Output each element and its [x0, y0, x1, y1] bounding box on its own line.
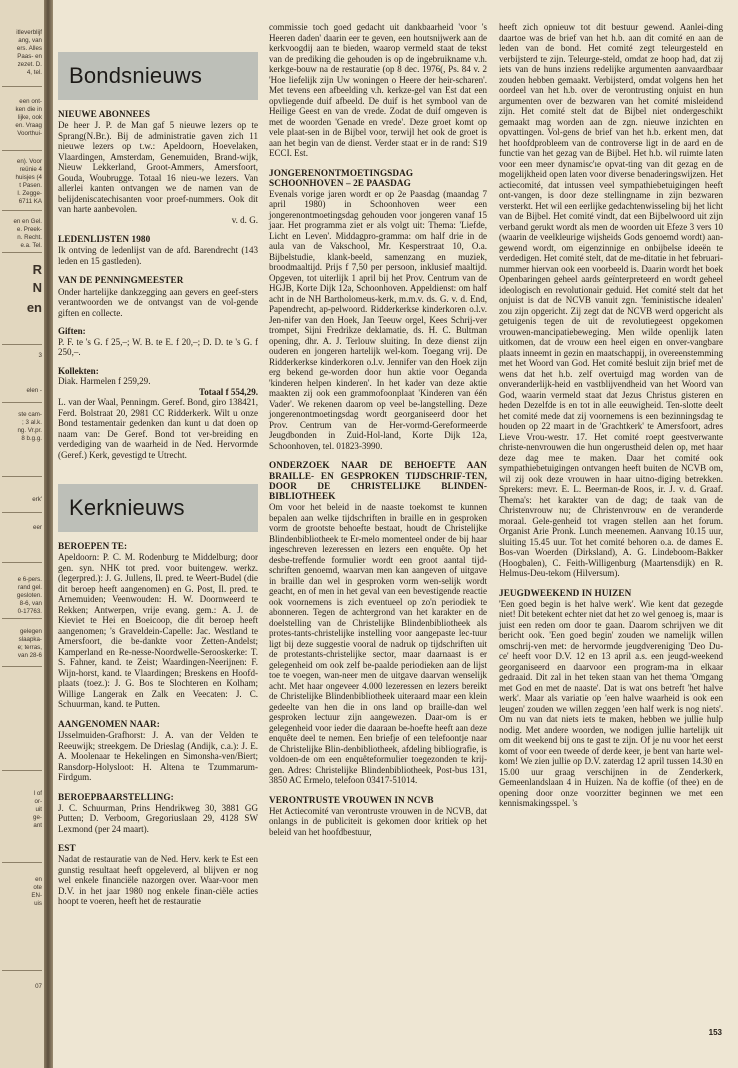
left-page-fragment: n. Recht.	[17, 234, 42, 241]
left-page-rule	[2, 476, 42, 477]
abonnees-signature: v. d. G.	[231, 214, 258, 225]
left-page-fragment: en en Gel.	[13, 218, 42, 225]
giften-text: P. F. te 's G. f 25,–; W. B. te E. f 20,–; D. D. te 's G. f 250,–.	[58, 336, 258, 358]
left-page-fragment: EN-	[31, 892, 42, 899]
est-continued-text: commissie toch goed gedacht uit dankbaarheid 'voor 's Heeren daden' daarin eer te geven, een houtsnijwerk aan de kerkvoogdij aan te bieden, waarop vermeld staat de tekst van de prediking die gehouden is op de ingebruikname v.h. kerkge-bouw na de restauratie (op 8 dec. 1976(, Ps. 84 v. 2 'Hoe liefelijk zijn Uw woningen o Heere der heir-scharen'. Met tevens een afbeelding v.h. kerkze-gel van Est dat een opvliegende duif afbeeld. De duif is het symbool van de Heilige Geest en van de vrede. Zodat de duif omgeven is met de woorden 'Genade en vrede'. Deze groet komt op vele plaat-sen in de Bijbel voor, terwijl het ook de groet is aan het begin van de dienst. Verder staat er in de rand: S19 ECCI. Est.	[269, 22, 487, 158]
beroepbaarstelling-text: J. C. Schuurman, Prins Hendrikweg 30, 3881 GG Putten; D. Verboom, Gregoriuslaan 29, 4128 SW Lexmond (per 24 maart).	[58, 802, 258, 834]
left-page-fragment: 8-6, van	[19, 600, 42, 607]
totaal-amount: Totaal f 554,29.	[199, 386, 258, 397]
giften-label: Giften:	[58, 326, 86, 337]
left-page-fragment: erk'	[32, 496, 42, 503]
braille-text: Om voor het beleid in de naaste toekomst te kunnen bepalen aan welke tijdschriften in braille en in gesproken vorm de grootste behoefte bestaat, houdt de Christelijke Blindenbibliotheek te Er-melo momenteel onder de bij haar ingeschreven lezeressen en lezers een enquête. Op het desbe-treffende formulier wordt een groot aantal tijd-schriften genoemd, waarvan men kan aangeven of uitgave in braille dan wel in gesproken vorm wen-selijk wordt geacht, en of men in het geval van een bevestigende reactie ook voornemens is zich eventueel op zo'n periodiek te abonneren. Tegen de achtergrond van het karakter en de doelstelling van de Christelijke Blindenbibliotheek als protes-tants-christelijke instelling voor aangepaste lec-tuur ligt bij deze suggestie vooral de nadruk op tijdschriften uit de protestants-christelijke sector, maar daarnaast is er gelegenheid om ook zelf be-paalde periodieken aan de lijst toe te voegen, wan-neer men de uitgave daarvan wenselijk acht. Met haar ongeveer 4.000 lezeressen en lezers bereikt de Christelijke Blindenbibliotheek uiteraard maar een klein gedeelte van hen die in ons land op braille-dan wel gesproken lectuur zijn aangewezen. Daar-om is er gelegenheid voor ieder die daaraan be-hoefte heeft aan deze enquête deel te nemen. Een briefje of een telefoontje naar de Christelijke Blin-denbibliotheek, afdeling bibliografie, is voldoen-de om een enquêteformulier toegezonden te krij-gen. Adres: Christelijke Blindenbibliotheek, Post-bus 131, 3850 AC Ermelo, telefoon 03417-51014.	[269, 502, 487, 786]
beroepen-title: BEROEPEN TE:	[58, 541, 128, 552]
left-page-fragment: zezet. D.	[17, 61, 42, 68]
column-1	[58, 22, 258, 907]
kerknieuws-heading: Kerknieuws	[69, 494, 185, 520]
left-page-fragment: 3	[38, 352, 42, 359]
left-page-fragment: 07	[35, 983, 42, 990]
jeugdweekend-title: JEUGDWEEKEND IN HUIZEN	[499, 587, 632, 598]
left-page-fragment: van 28-6	[17, 652, 42, 659]
left-page-rule	[2, 970, 42, 971]
left-page-rule	[2, 402, 42, 403]
left-page-fragment: reünie 4	[19, 166, 42, 173]
left-page-fragment: en	[26, 300, 42, 315]
left-page-fragment: ang, van	[18, 37, 42, 44]
left-page-fragment: uit	[35, 806, 42, 813]
left-page-fragment: Paas- en	[17, 53, 42, 60]
left-page-fragment: itleverblijf	[16, 29, 42, 36]
left-page-fragment: 6711 KA	[18, 198, 42, 205]
column-2	[269, 22, 487, 837]
kollekten-label: Kollekten:	[58, 365, 99, 376]
abonnees-text: De heer J. P. de Man gaf 5 nieuwe lezers op te Sprang(N.Br.). Bij de administratie gaven zich 11 nieuwe lezers op t.w.: Apeldoorn, Hoevelaken, Vlaardingen, Amsterdam, Genemuiden, Brand-wijk, Nieuw Lekkerland, Groot-Ammers, Amersfoort, Gouda, Woubrugge. Totaal 16 nieu-we lezers. Van allerlei kanten ontvangen we de namen van de belijdeniscatechisanten voor proef-nummers. Ook dit van harte aanbevolen.	[58, 120, 258, 215]
left-page-fragment: en. Vraag	[15, 122, 42, 129]
aangenomen-title: AANGENOMEN NAAR:	[58, 718, 160, 729]
penningmeester-signature: L. van der Waal, Penningm. Geref. Bond, giro 138421, Ferd. Bolstraat 20, 2981 CC Ridderkerk. Wilt u onze Bond testamentair gedenken dan kunt u dat doen op naam van: De Geref. Bond tot ver-breiding en verdediging van de waarheid in de Ned. Hervormde (Geref.) Kerk, gevestigd te Utrecht.	[58, 397, 258, 460]
penningmeester-text: Onder hartelijke dankzegging aan gevers en geef-sters verantwoorden we de ontvangst van de vol-gende giften en collecte.	[58, 286, 258, 318]
magazine-page	[53, 0, 738, 1068]
left-page-rule	[2, 862, 42, 863]
left-page-fragment: t Pasen.	[19, 182, 42, 189]
beroepen-text: Apeldoorn: P. C. M. Rodenburg te Middelburg; door gen. syn. NHK tot pred. voor buitengew. werkz. (legerpred.): J. G. Jullens, Il. pred. te Weert-Budel (die dit beroep heeft aangenomen) en G. Post, Il. pred. te Arnemuiden; Veenwouden: H. W. Doornweerd te Rekken; Antwerpen, vrije evang. gem.: A. J. de Kieviet te Hei en Boeicoop, die dit beroep heeft aangenomen; 's Graveldein-Capelle: Jac. Westland te Amersfoort, die be-dankte voor Zetten-Andelst; Kamperland en Re-nesse-Noordwelle-Serooskerke: T. S. Fahner, kand. te Zeist; Waardingen-Neerijnen: F. Wijn-horst, kand. te Vlaardingen; Breskens en Hoofd-plaats (toez.): J. G. Bos te Slochteren en Kolham; Willige Langerak en Zalk en Veecaten: J. C. Schuurman, kand. te Putten.	[58, 552, 258, 710]
left-page-rule	[2, 150, 42, 151]
bondsnieuws-heading: Bondsnieuws	[69, 62, 203, 88]
left-page-fragment: Voorthui-	[17, 130, 42, 137]
left-page-rule	[2, 210, 42, 211]
left-page-rule	[2, 344, 42, 345]
left-page-fragment: een ont-	[19, 98, 42, 105]
vrouwen-continued-text: heeft zich opnieuw tot dit bestuur gewend. Aanlei-ding daartoe was de brief van het h.b. aan dit comité en aan de leden van de bond. Het comité zegt teleurgesteld en verbijsterd te zijn. Teleurge-steld, omdat ze hoop had, dat zij iets van de huns inziens redelijke argumenten aanvaardbaar zouden hebben gemaakt. Verbijsterd, omdat volgens hen het oordeel van het h.b. over de verontrusting onjuist en hun argumenten over de bezwaren van het comité misleidend zijn. Het comité stelt dat de Bijbel niet ondergeschikt gemaakt mag worden aan de zgn. nieuwe inzichten en opvattingen. Vol-gens de brief van het h.b. erkent men, dat het hoofdprobleem van de controverse ligt in de aard en de functie van het gezag van de Bijbel. Het h.b. wil ruimte laten voor een meer dynamisc'ıe opvat-ting van dit gezag en de mogelijkheid open laten voor diverse benaderingswijzen. Het actiecomité, dat intussen veel sympathiebetuigingen heeft ont-vangen, is door deze stellingname in zijn bezwaren versterkt. Het wil een eerlijke gedachtenwisseling bij het licht van de Bijbel. Het comité vindt, dat een Bijbelwoord uit zijn verband gerukt wordt als men de woorden uit Efeze 3 vers 10 (waarin de veelkleurige wijsheids Gods genoemd wordt) aan-gewend wordt, om eigenzinnige en onbijbelse ideeën te verdedigen. Het comité stelt, dat de me-ditatie in het februari-nummer hiervan ook een voorbeeld is. Daarin wordt het boek Openbaringen geheel aards geïnterpreteerd en wordt geheel ideologisch en revolutionair geduid. Het comité stelt dat het onjuist is dat de NCVB vanuit zgn. 'feministische idealen' zou zijn opgericht. Zij zegt dat de NCVB werd opgericht als getuigenis tegen de uit de revolutiegeest opgekomen vrouwen-mancipatiebeweging. Men wilde openlijk laten uitkomen, dat de vrouw een heel eigen en onver-vangbare plaats inneemt in gezin en maatschappij, in overeenstemming met het Woord van God. Het comité besluit zijn brief met de wens dat het h.b. zelf overtuigd mag worden van de onveranderlijk-heid en vastblijvendheid van het Woord van God, waarin vermeld staat dat Jezus Christus gisteren en heden Dezelfde is en tot in alle eeuwigheid. Ten-slotte deelt het comité mede dat zij voornemens is een bezinningsdag te houden op 22 maart in de 'Grachtkerk' te Amersfoort, adres Lieve Vrou-westr. 17. Het comité roept geestverwante christe-nenvrouwen die hun ongerustheid delen op, met haar deze dag mee te maken. Daar het comité ook sympathiebetuigingen ontvangen heeft buiten de NCVB om, wil zij ook deze vrouwen in haar uitno-diging betrekken. Sprekers: mevr. E. L. Beerman-de Roos, ir. J. v. d. Graaf. Thema's: het karakter van de dag; de taak van de Christenvrouw nu; de Christenvrouw en de veranderde moraal. Gele-genheid tot vragen stellen aan het forum. Organist Arie Pronk. Lunch meenemen. Aanvang 10.15 uur, sluiting 15.45 uur. Tot het comité behoren o.a. de dames E. Bos-van Woerden (Dirksland), A. G. Lindeboom-Bakker (Hoogbalen), C. Feith-Willigenburg (Maartensdijk) en R. Helmus-Deu-tekom (Hilversum).	[499, 22, 723, 578]
left-page-fragment: l of	[33, 790, 42, 797]
left-page-fragment: gelegen	[19, 628, 42, 635]
left-page-fragment: ken die in	[15, 106, 42, 113]
left-page-fragment: e 6-pers.	[17, 576, 42, 583]
left-page-fragment: ote	[33, 884, 42, 891]
left-page-rule	[2, 512, 42, 513]
left-page-rule	[2, 86, 42, 87]
left-page-fragment: or-	[34, 798, 42, 805]
est-title: EST	[58, 843, 76, 854]
left-page-fragment: rand gel.	[17, 584, 42, 591]
left-page-fragment: eer	[33, 524, 42, 531]
left-page-fragment: gesloten.	[16, 592, 42, 599]
left-page-fragment: e. Preek-	[16, 226, 42, 233]
left-page-fragment: uis	[34, 900, 42, 907]
left-page-rule	[2, 618, 42, 619]
left-page-fragment: ; 3 al.k.	[22, 419, 42, 426]
left-page-fragment: en). Voor	[16, 158, 42, 165]
beroepbaarstelling-title: BEROEPBAARSTELLING:	[58, 791, 174, 802]
book-gutter	[44, 0, 53, 1068]
left-page-fragment: I. Zegge-	[17, 190, 42, 197]
left-page-fragment: ste cam-	[18, 411, 42, 418]
jongeren-text: Evenals vorige jaren wordt er op 2e Paasdag (maandag 7 april 1980) in Schoonhoven weer een jongerenontmoetingsdag gehouden voor jongeren vanaf 15 jaar. Het programma ziet er als volgt uit: Thema: 'Liefde, Licht en Leven'. Middagpro-gramma: om half drie in de aula van de Vakschool, Mr. Kesperstraat 10, O.a. Bijbelstudie, klank-beeld, samenzang en muziek, broodmaaltijd. Prijs f 7,50 per persoon, inklusief maaltijd. Opgeven, tot uiterlijk 1 april bij het Prov. Centrum van de HGJB, Korte Dijk 12a, Schoonhoven. Appeldienst: om half acht in de NH Bartholomeus-kerk, m.m.v. ds. G. v. d. End, Papendrecht, ap-pelwoord. Ridderkerkse kinderkoren o.l.v. Jen-nifer van den Hoek, Jan Teeuw orgel, Kees Schrij-ver trompet, Sijni Fredrikze deklamatie, ds. H. C. Bultman opening, dhr. A. J. Terlouw sluiting. In deze dienst zijn ouderen en jongeren hartelijk wel-kom. Toegang vrij. De Ridderkerkse kinderkoren o.l.v. Jennifer van den Hoek zijn erg bekend ge-worden door hun aktie voor Oeganda 'kinderen helpen kinderen'. In het kader van deze aktie maakten zij ook een grammofoonplaat 'Kinderen van één Vader'. We rekenen daarom op veel be-langstelling. Deze jongerenontmoetingsdag wordt georganiseerd door het Prov. Centrum van de Her-vormd-Gereformeerde Jeugdbonden in Zuid-Hol-land, Korte Dijk 12a, Schoonhoven, tel. 01823-3990.	[269, 188, 487, 451]
left-page-fragment: huisjes (4	[15, 174, 42, 181]
page-number: 153	[708, 1028, 722, 1037]
left-page-fragment: elen -	[26, 387, 42, 394]
column-3	[499, 22, 723, 809]
vrouwen-title: VERONTRUSTE VROUWEN IN NCVB	[269, 794, 434, 805]
aangenomen-text: IJsselmuiden-Grafhorst: J. A. van der Velden te Reeuwijk; streekgem. De Drieslag (Andijk, c.a.): J. E. A. Moolenaar te Hekelingen en Simonsha-ven/Biert; Ransdorp-Holysloot: H. Altena te Tzummarum-Firdgum.	[58, 730, 258, 783]
left-page-fragment: ge-	[33, 814, 42, 821]
left-page-fragment: e.a. Tel.	[20, 242, 42, 249]
est-text: Nadat de restauratie van de Ned. Herv. kerk te Est een gunstig resultaat heeft opgeleverd, al blijven er nog wel enkele financiële nazorgen over. Waar-voor men D.V. in het jaar 1980 nog enkele finan-ciële acties hoopt te voeren, heeft het de restauratie	[58, 854, 258, 907]
kerknieuws-banner	[58, 484, 258, 532]
left-page-edge	[0, 0, 45, 1068]
left-page-fragment: 4, tel.	[26, 69, 42, 76]
left-page-rule	[2, 666, 42, 667]
vrouwen-text: Het Actiecomité van verontruste vrouwen in de NCVB, dat onlangs in de publiciteit is gekomen door kritiek op het beleid van het hoofdbestuur,	[269, 805, 487, 837]
left-page-fragment: ant	[33, 822, 42, 829]
penningmeester-title: VAN DE PENNINGMEESTER	[58, 275, 184, 286]
jongeren-title: JONGERENONTMOETINGSDAG SCHOONHOVEN – 2E PAASDAG	[269, 167, 414, 188]
left-page-fragment: 0-17763.	[17, 608, 42, 615]
left-page-fragment: R	[32, 262, 42, 277]
left-page-rule	[2, 562, 42, 563]
left-page-rule	[2, 252, 42, 253]
ledenlijsten-text: Ik ontving de ledenlijst van de afd. Barendrecht (143 leden en 15 gastleden).	[58, 245, 258, 266]
left-page-fragment: en	[35, 876, 42, 883]
left-page-fragment: slaapka-	[18, 636, 42, 643]
left-page-fragment: 8 b.g.g.	[21, 435, 42, 442]
jeugdweekend-text: 'Een goed begin is het halve werk'. Wie kent dat gezegde niet! Dit betekent echter niet dat het zo wel genoeg is, maar is juist een reden om door te gaan. Daarom schrijven we dit bericht ook. 'Een goed begin' zouden we namelijk willen omschrij-ven met: de hervormde jeugdvereniging 'Deo Du-ce' heeft voor D.V. 12 en 13 april a.s. een jeugd-weekend georganiseerd en daarvoor een program-ma in elkaar gedraaid. Dit zal in het teken staan van het thema 'Omgang met God en met de naaste'. Dat is wat ons betreft 'het halve werk'. Maar als variatie op 'een halve waarheid is ook een leugen' zouden we willen zeggen 'een half werk is nog niets'. Om nu van dat niets iets te maken, hebben we jullie hulp nodig. Met andere woorden, we nodigen jullie hartelijk uit om dit weekend bij ons te gast te zijn. Of je nu voor het eerst komt of voor een tweede of derde keer, je bent van harte wel-kom! We zien jullie op D.V. zaterdag 12 april tussen 14.30 en 15.00 uur graag verschijnen in de Zenderkerk, Gemeenlandslaan 4 in Huizen. Na de koffie (of thee) en de opening door onze voorzitter beginnen we met een kennismakingsspel. 's	[499, 598, 723, 809]
left-page-fragment: ers. Alles	[16, 45, 42, 52]
braille-title: ONDERZOEK NAAR DE BEHOEFTE AAN BRAILLE- EN GESPROKEN TIJDSCHRIF-TEN, DOOR DE CHRISTELIJKE BLINDEN-BIBLIOTHEEK	[269, 460, 487, 502]
ledenlijsten-title: LEDENLIJSTEN 1980	[58, 234, 151, 245]
left-page-fragment: N	[32, 280, 42, 295]
left-page-fragment: ng. Vr.pr.	[17, 427, 42, 434]
left-page-fragment: lijke, ook	[17, 114, 42, 121]
kollekten-text: Diak. Harmelen f 259,29.	[58, 376, 151, 387]
abonnees-title: NIEUWE ABONNEES	[58, 109, 151, 119]
left-page-fragment: e; terras,	[17, 644, 42, 651]
left-page-rule	[2, 770, 42, 771]
bondsnieuws-banner	[58, 52, 258, 100]
